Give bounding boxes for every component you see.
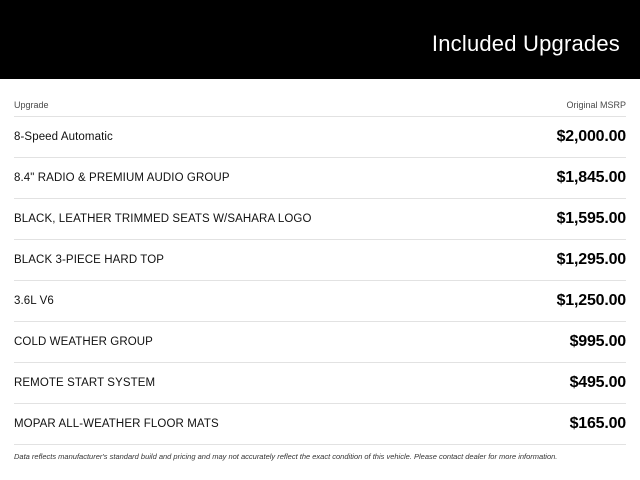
upgrade-price: $2,000.00 [556, 128, 626, 145]
upgrade-name: 8-Speed Automatic [14, 131, 113, 143]
table-column-headers [14, 79, 626, 116]
upgrade-price: $1,295.00 [556, 251, 626, 268]
upgrade-price: $1,845.00 [556, 169, 626, 186]
upgrade-name: COLD WEATHER GROUP [14, 336, 153, 348]
table-row [14, 239, 626, 280]
upgrade-name: 8.4" RADIO & PREMIUM AUDIO GROUP [14, 172, 230, 184]
table-row [14, 280, 626, 321]
table-row [14, 321, 626, 362]
upgrade-price: $1,250.00 [556, 292, 626, 309]
table-row [14, 362, 626, 403]
upgrade-name: MOPAR ALL-WEATHER FLOOR MATS [14, 418, 219, 430]
upgrade-name: REMOTE START SYSTEM [14, 377, 156, 389]
upgrade-name: BLACK 3-PIECE HARD TOP [14, 254, 165, 266]
table-row [14, 198, 626, 239]
disclaimer-text: Data reflects manufacturer's standard build and pricing and may not accurately reflect the exact condition of this vehicle. Please contact dealer for more information. [14, 444, 626, 461]
upgrade-name: 3.6L V6 [14, 295, 54, 307]
upgrade-name: BLACK, LEATHER TRIMMED SEATS W/SAHARA LOGO [14, 213, 312, 225]
upgrades-content [0, 79, 640, 461]
table-row [14, 403, 626, 444]
column-header-msrp: Original MSRP [566, 100, 626, 110]
table-row [14, 157, 626, 198]
upgrade-price: $1,595.00 [556, 210, 626, 227]
upgrade-price: $165.00 [569, 415, 626, 432]
page-title: Included Upgrades [431, 30, 620, 56]
page-header [0, 0, 640, 79]
table-row [14, 116, 626, 157]
column-header-upgrade: Upgrade [14, 100, 49, 110]
upgrades-table [14, 116, 626, 444]
upgrade-price: $495.00 [569, 374, 626, 391]
upgrade-price: $995.00 [569, 333, 626, 350]
